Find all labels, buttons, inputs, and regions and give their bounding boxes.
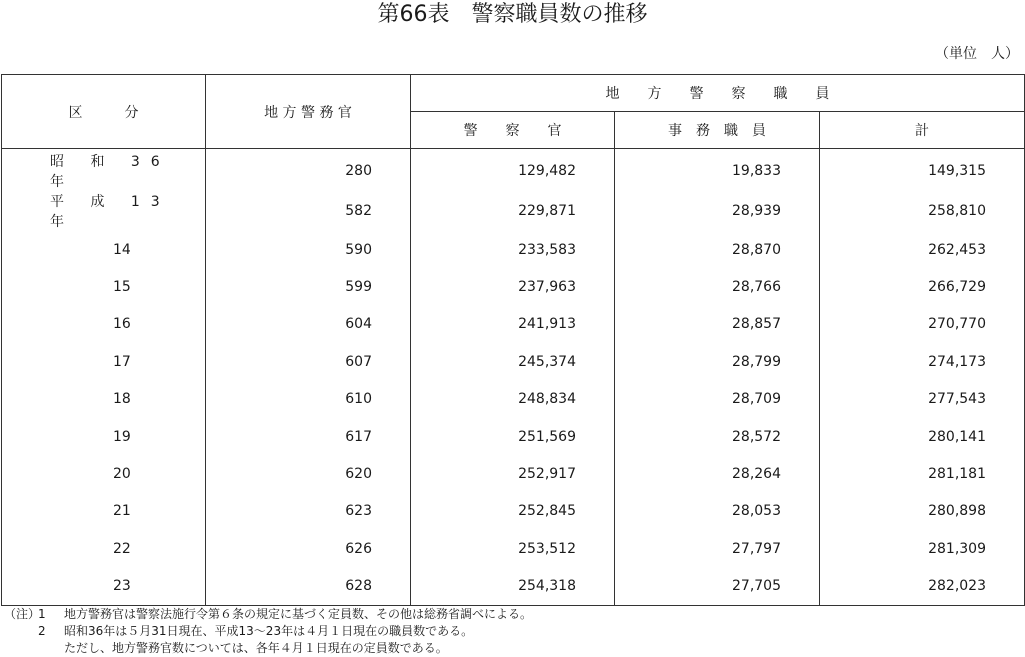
cell-regional-police-officer: 610 <box>206 381 411 418</box>
cell-civilian-staff: 28,766 <box>615 268 820 305</box>
row-label-text: 22 <box>113 540 131 557</box>
row-label-text: 15 <box>113 279 131 296</box>
cell-civilian-staff: 28,799 <box>615 343 820 380</box>
cell-total: 262,453 <box>820 231 1025 268</box>
row-label <box>2 568 206 606</box>
cell-regional-police-officer: 620 <box>206 455 411 492</box>
cell-police-officer: 241,913 <box>411 306 615 343</box>
table-row <box>2 418 1025 455</box>
table-row <box>2 493 1025 530</box>
cell-police-officer: 229,871 <box>411 191 615 231</box>
cell-total: 280,141 <box>820 418 1025 455</box>
row-label <box>2 455 206 492</box>
cell-police-officer: 245,374 <box>411 343 615 380</box>
table-row <box>2 343 1025 380</box>
row-label-text: 21 <box>113 503 131 520</box>
cell-police-officer: 253,512 <box>411 530 615 567</box>
cell-total: 280,898 <box>820 493 1025 530</box>
header-category: 区 分 <box>2 75 206 149</box>
row-label <box>2 381 206 418</box>
cell-total: 277,543 <box>820 381 1025 418</box>
table-title: 第66表 警察職員数の推移 <box>377 2 648 27</box>
cell-regional-police-officer: 628 <box>206 568 411 606</box>
cell-civilian-staff: 27,797 <box>615 530 820 567</box>
row-label-text: 14 <box>113 241 131 258</box>
note-text: 昭和36年は５月31日現在、平成13～23年は４月１日現在の職員数である。 <box>64 624 474 638</box>
table-row <box>2 306 1025 343</box>
row-label-text: 20 <box>113 466 131 483</box>
row-label <box>2 191 206 231</box>
table-row <box>2 568 1025 606</box>
cell-civilian-staff: 28,939 <box>615 191 820 231</box>
cell-civilian-staff: 28,572 <box>615 418 820 455</box>
row-label <box>2 149 206 192</box>
table-row <box>2 381 1025 418</box>
cell-police-officer: 129,482 <box>411 149 615 192</box>
cell-civilian-staff: 28,870 <box>615 231 820 268</box>
cell-police-officer: 237,963 <box>411 268 615 305</box>
header-total: 計 <box>820 112 1025 149</box>
row-label-text: 昭 和 36 年 <box>50 154 171 190</box>
cell-regional-police-officer: 617 <box>206 418 411 455</box>
cell-total: 281,181 <box>820 455 1025 492</box>
cell-regional-police-officer: 604 <box>206 306 411 343</box>
staff-table <box>1 74 1025 606</box>
note-number: 2 <box>38 624 46 638</box>
header-civilian-staff: 事 務 職 員 <box>615 112 820 149</box>
cell-regional-police-officer: 590 <box>206 231 411 268</box>
table-row <box>2 149 1025 192</box>
row-label <box>2 306 206 343</box>
row-label-text: 23 <box>113 578 131 595</box>
cell-regional-police-officer: 626 <box>206 530 411 567</box>
note-number: 1 <box>38 607 46 621</box>
cell-regional-police-officer: 582 <box>206 191 411 231</box>
row-label <box>2 268 206 305</box>
cell-total: 270,770 <box>820 306 1025 343</box>
cell-total: 258,810 <box>820 191 1025 231</box>
cell-regional-police-officer: 280 <box>206 149 411 192</box>
header-regional-police-officer: 地 方 警 務 官 <box>206 75 411 149</box>
cell-total: 274,173 <box>820 343 1025 380</box>
cell-total: 149,315 <box>820 149 1025 192</box>
table-row <box>2 191 1025 231</box>
row-label <box>2 343 206 380</box>
header-local-police-staff: 地 方 警 察 職 員 <box>411 75 1025 112</box>
table-row <box>2 455 1025 492</box>
cell-total: 266,729 <box>820 268 1025 305</box>
cell-regional-police-officer: 599 <box>206 268 411 305</box>
note-number <box>38 640 64 657</box>
row-label <box>2 493 206 530</box>
row-label <box>2 418 206 455</box>
row-label <box>2 530 206 567</box>
row-label-text: 16 <box>113 316 131 333</box>
header-police-officer: 警 察 官 <box>411 112 615 149</box>
cell-regional-police-officer: 623 <box>206 493 411 530</box>
unit-label: （単位 人） <box>935 46 1019 62</box>
cell-police-officer: 233,583 <box>411 231 615 268</box>
cell-police-officer: 252,845 <box>411 493 615 530</box>
table-row <box>2 231 1025 268</box>
cell-police-officer: 248,834 <box>411 381 615 418</box>
cell-police-officer: 252,917 <box>411 455 615 492</box>
cell-police-officer: 254,318 <box>411 568 615 606</box>
cell-civilian-staff: 19,833 <box>615 149 820 192</box>
cell-civilian-staff: 28,857 <box>615 306 820 343</box>
row-label-text: 平 成 13 年 <box>50 194 171 230</box>
note-text: 地方警務官は警察法施行令第６条の規定に基づく定員数、その他は総務省調べによる。 <box>64 607 533 621</box>
cell-civilian-staff: 28,709 <box>615 381 820 418</box>
row-label <box>2 231 206 268</box>
row-label-text: 18 <box>113 391 131 408</box>
cell-civilian-staff: 28,053 <box>615 493 820 530</box>
cell-total: 281,309 <box>820 530 1025 567</box>
cell-total: 282,023 <box>820 568 1025 606</box>
row-label-text: 17 <box>113 353 131 370</box>
footnotes <box>4 606 532 657</box>
note-text: ただし、地方警務官数については、各年４月１日現在の定員数である。 <box>64 641 448 655</box>
cell-police-officer: 251,569 <box>411 418 615 455</box>
cell-civilian-staff: 27,705 <box>615 568 820 606</box>
cell-regional-police-officer: 607 <box>206 343 411 380</box>
cell-civilian-staff: 28,264 <box>615 455 820 492</box>
row-label-text: 19 <box>113 428 131 445</box>
note-mark: （注） <box>4 607 41 621</box>
table-row <box>2 268 1025 305</box>
table-row <box>2 530 1025 567</box>
